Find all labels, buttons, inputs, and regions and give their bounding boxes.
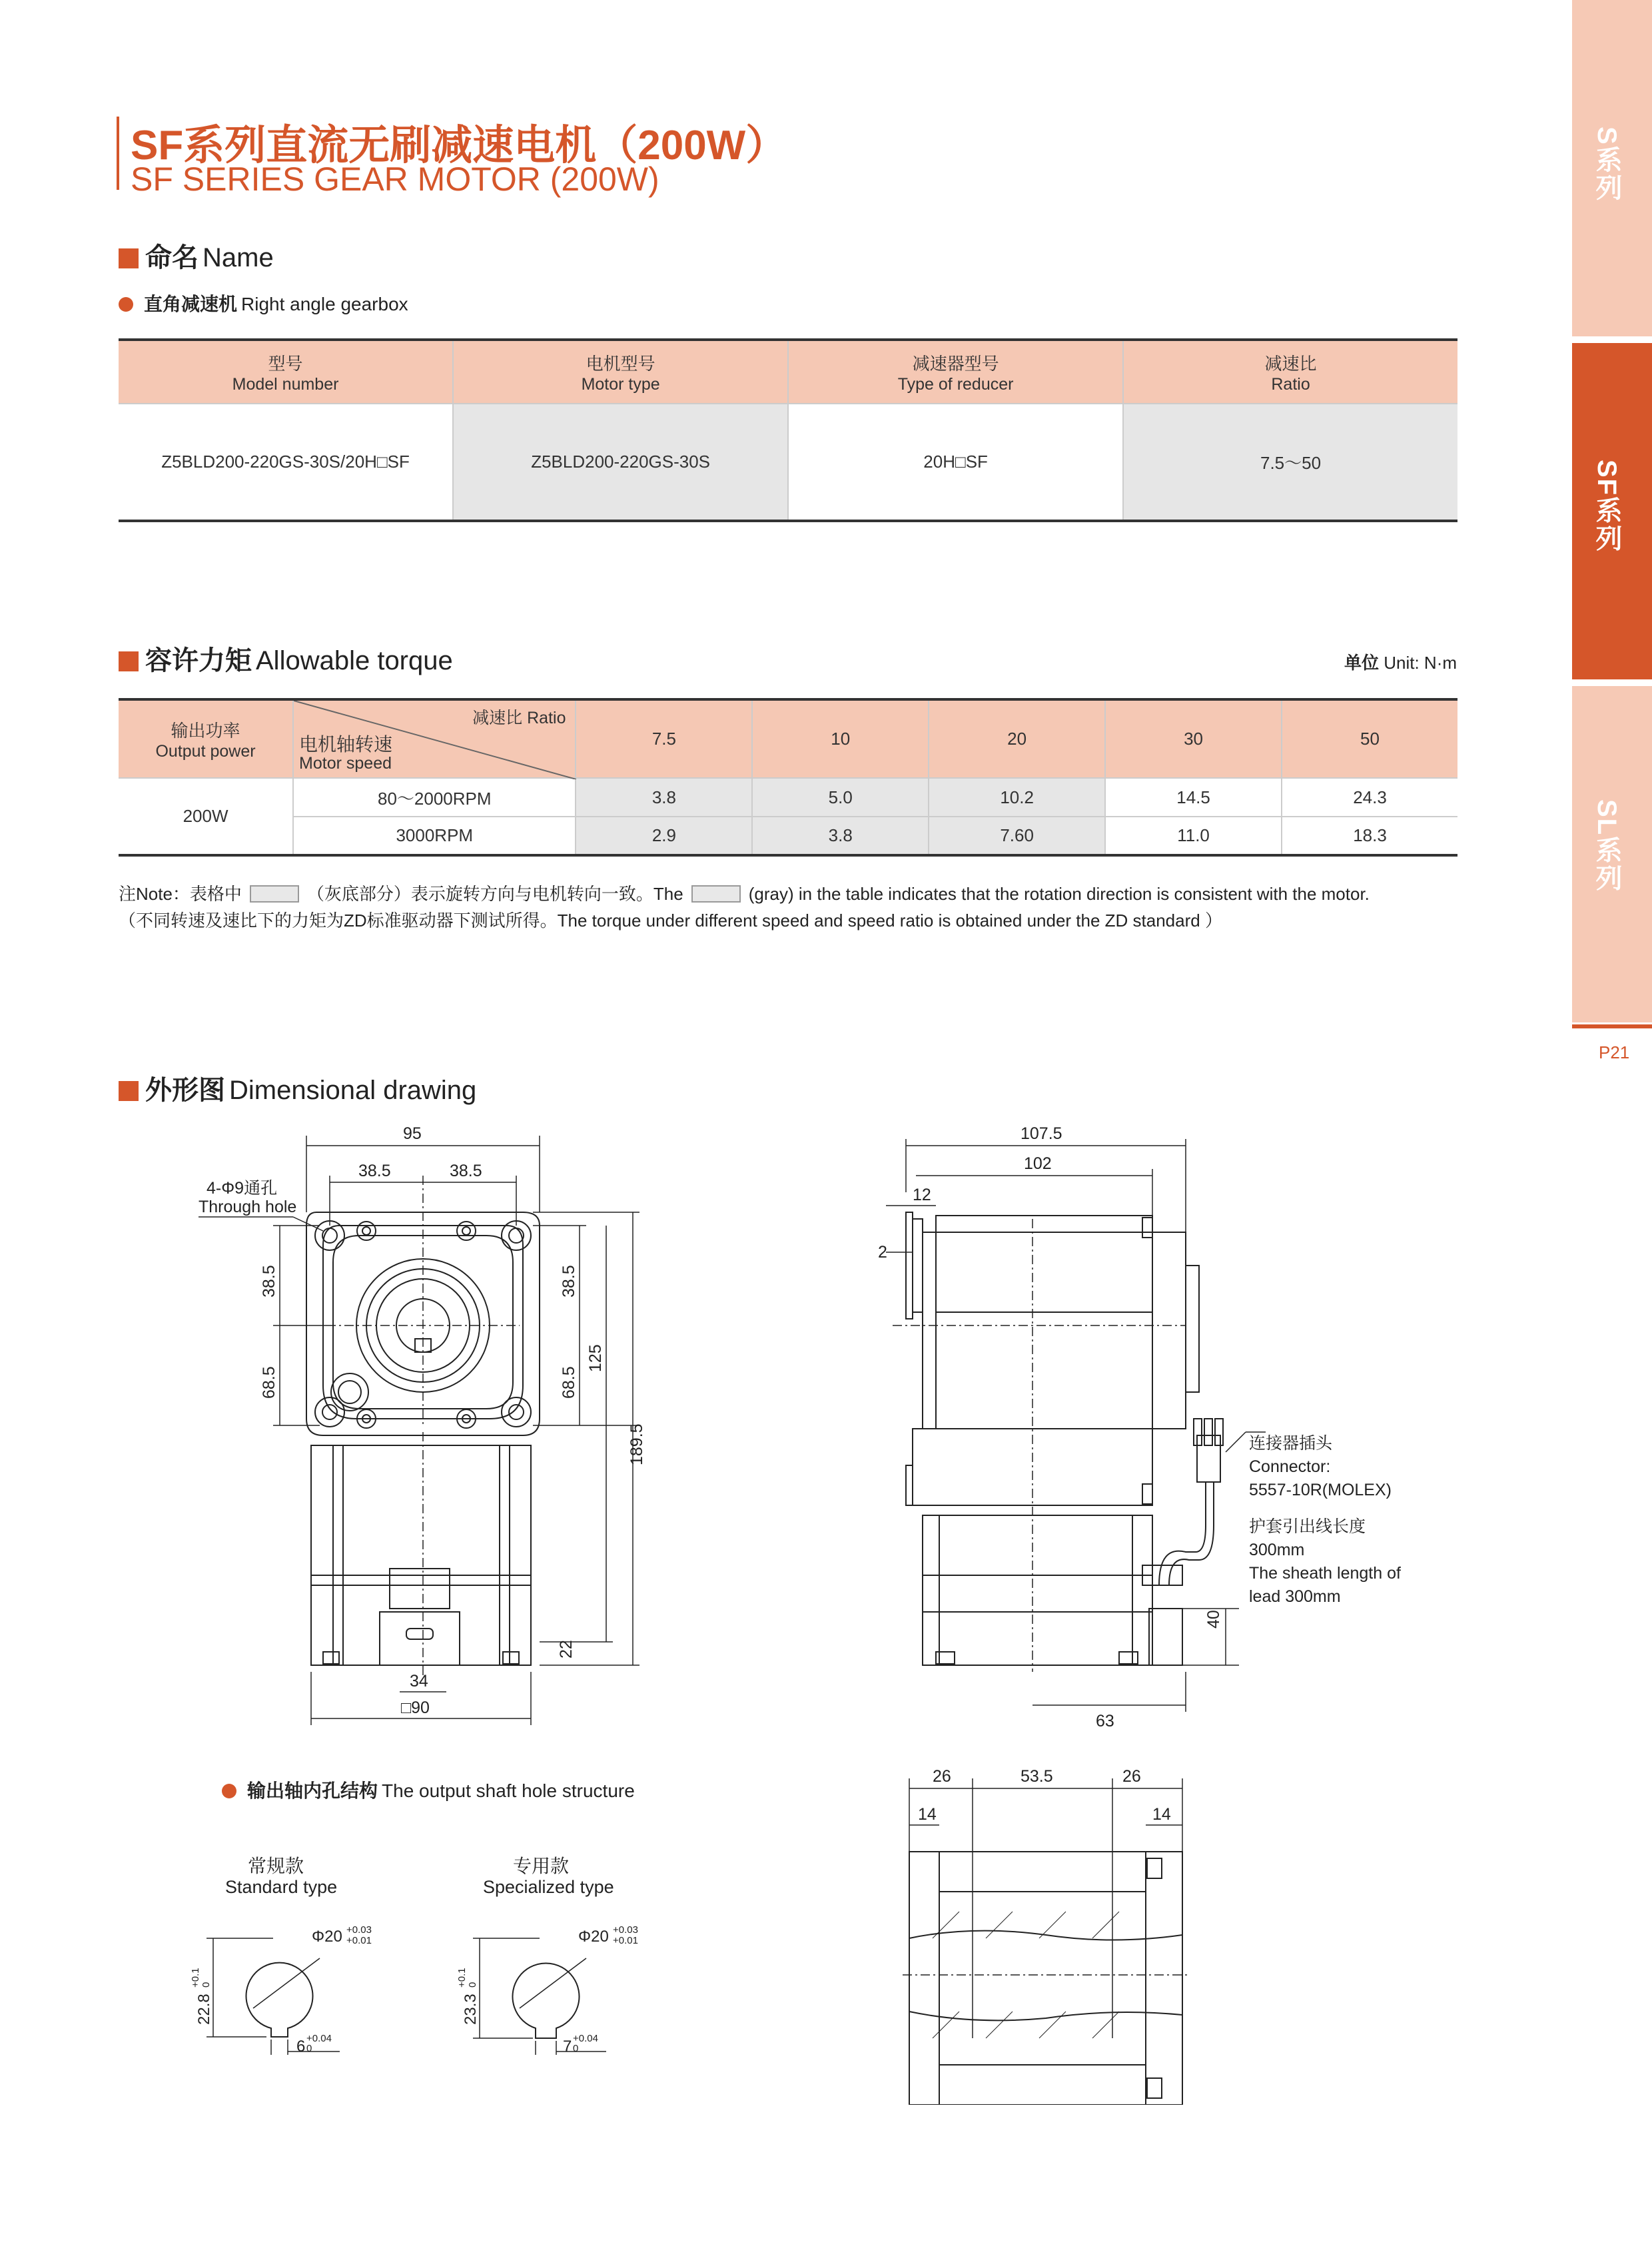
svg-text:34: 34 — [410, 1672, 428, 1690]
dim-95: 95 — [403, 1124, 422, 1143]
bullet-dot-icon — [222, 1784, 236, 1798]
page-title-en: SF SERIES GEAR MOTOR (200W) — [131, 161, 659, 198]
svg-text:The sheath length of: The sheath length of — [1249, 1564, 1401, 1583]
section-torque-heading — [119, 639, 453, 677]
torque-header-diagonal: 减速比 Ratio 电机轴转速 Motor speed — [293, 699, 576, 778]
section-name-heading — [119, 236, 274, 274]
naming-header-reducer: 减速器型号 Type of reducer — [788, 340, 1123, 404]
svg-text:14: 14 — [918, 1805, 937, 1824]
svg-text:38.5: 38.5 — [560, 1265, 578, 1298]
svg-text:14: 14 — [1152, 1805, 1171, 1824]
bullet-cn: 输出轴内孔结构 — [247, 1780, 378, 1801]
page-number-rule — [1572, 1024, 1652, 1028]
section-heading-en: Allowable torque — [256, 646, 453, 675]
svg-text:Connector:: Connector: — [1249, 1457, 1331, 1476]
front-view-drawing — [187, 1119, 679, 1745]
torque-cell-speed: 80～2000RPM — [293, 778, 576, 817]
svg-text:2: 2 — [878, 1243, 887, 1262]
svg-text:40: 40 — [1204, 1610, 1223, 1629]
section-heading-en: Dimensional drawing — [229, 1076, 477, 1105]
torque-cell-value: 11.0 — [1105, 817, 1282, 855]
torque-cell-value: 3.8 — [576, 778, 752, 817]
page-title-cn: SF系列直流无刷减速电机（200W） — [131, 123, 787, 169]
torque-table — [119, 698, 1457, 857]
svg-text:23.3: 23.3 — [462, 1994, 480, 2025]
svg-text:38.5: 38.5 — [358, 1162, 391, 1180]
gray-swatch — [691, 885, 741, 903]
naming-cell-motor: Z5BLD200-220GS-30S — [453, 404, 788, 521]
torque-cell-power: 200W — [119, 778, 293, 855]
bullet-en: The output shaft hole structure — [382, 1780, 635, 1801]
bullet-dot-icon — [119, 297, 133, 312]
svg-text:38.5: 38.5 — [450, 1162, 482, 1180]
svg-text:26: 26 — [933, 1767, 951, 1786]
section-square-icon — [119, 248, 139, 268]
svg-text:22.8: 22.8 — [195, 1994, 213, 2025]
naming-header-motor: 电机型号 Motor type — [453, 340, 788, 404]
svg-text:0: 0 — [306, 2043, 312, 2054]
svg-text:+0.01: +0.01 — [613, 1935, 638, 1946]
naming-cell-reducer: 20H□SF — [788, 404, 1123, 521]
svg-text:6: 6 — [296, 2038, 306, 2055]
svg-text:4-Φ9通孔: 4-Φ9通孔 — [206, 1179, 278, 1198]
section-heading-en: Name — [203, 243, 274, 272]
section-square-icon — [119, 1081, 139, 1101]
svg-text:□90: □90 — [401, 1698, 430, 1717]
svg-text:Through hole: Through hole — [199, 1198, 297, 1216]
torque-cell-value: 14.5 — [1105, 778, 1282, 817]
svg-text:连接器插头: 连接器插头 — [1249, 1434, 1333, 1453]
shaft-standard-drawing — [187, 1918, 386, 2058]
torque-header-ratio: 10 — [752, 699, 929, 778]
svg-text:22: 22 — [557, 1640, 576, 1659]
svg-text:102: 102 — [1024, 1154, 1052, 1173]
torque-header-ratio: 50 — [1282, 699, 1457, 778]
side-tab-s-label: S系列 — [1592, 127, 1621, 202]
title-accent-bar — [117, 117, 119, 190]
torque-cell-value: 5.0 — [752, 778, 929, 817]
svg-text:护套引出线长度: 护套引出线长度 — [1249, 1517, 1366, 1536]
shaft-standard-title-cn: 常规款 — [248, 1856, 304, 1876]
svg-text:0: 0 — [573, 2043, 579, 2054]
svg-text:0: 0 — [467, 1982, 478, 1988]
svg-text:+0.1: +0.1 — [456, 1968, 468, 1988]
torque-note-line2: （不同转速及速比下的力矩为ZD标准驱动器下测试所得。The torque under different speed and speed ratio is obtained under the ZD standard ） — [119, 911, 1222, 931]
torque-header-power: 输出功率 Output power — [119, 699, 293, 778]
side-tab-sl-label: SL系列 — [1592, 799, 1621, 893]
bullet-shaft-structure — [222, 1776, 635, 1803]
svg-text:38.5: 38.5 — [260, 1265, 278, 1298]
svg-text:+0.1: +0.1 — [190, 1968, 201, 1988]
torque-cell-value: 7.60 — [929, 817, 1105, 855]
svg-text:53.5: 53.5 — [1021, 1767, 1053, 1786]
section-drawing-heading — [119, 1069, 476, 1107]
svg-text:lead 300mm: lead 300mm — [1249, 1587, 1341, 1606]
naming-header-ratio: 减速比 Ratio — [1123, 340, 1457, 404]
svg-text:5557-10R(MOLEX): 5557-10R(MOLEX) — [1249, 1481, 1392, 1499]
section-heading-cn: 外形图 — [145, 1076, 225, 1105]
torque-cell-value: 10.2 — [929, 778, 1105, 817]
torque-cell-value: 2.9 — [576, 817, 752, 855]
shaft-special-title-en: Specialized type — [483, 1877, 614, 1897]
svg-text:12: 12 — [913, 1186, 931, 1204]
torque-note-line1: 注Note：表格中 （灰底部分）表示旋转方向与电机转向一致。The (gray) in the table indicates that the rotation direction is consistent with the motor. — [119, 884, 1370, 904]
svg-text:107.5: 107.5 — [1021, 1124, 1062, 1143]
svg-text:68.5: 68.5 — [560, 1366, 578, 1399]
svg-text:+0.04: +0.04 — [573, 2033, 598, 2044]
naming-cell-ratio: 7.5～50 — [1123, 404, 1457, 521]
shaft-special-title-cn: 专用款 — [513, 1856, 570, 1876]
bullet-cn: 直角减速机 — [144, 294, 238, 314]
bullet-en: Right angle gearbox — [241, 294, 408, 314]
svg-text:26: 26 — [1122, 1767, 1141, 1786]
torque-cell-value: 18.3 — [1353, 825, 1387, 845]
section-square-icon — [119, 651, 139, 671]
svg-text:+0.04: +0.04 — [306, 2033, 332, 2044]
svg-text:+0.01: +0.01 — [346, 1935, 372, 1946]
svg-text:189.5: 189.5 — [627, 1423, 646, 1465]
torque-cell-value: 24.3 — [1282, 778, 1457, 817]
naming-table — [119, 338, 1457, 522]
gray-swatch — [250, 885, 299, 903]
svg-text:300mm: 300mm — [1249, 1541, 1305, 1559]
section-heading-cn: 命名 — [145, 243, 199, 272]
svg-text:+0.03: +0.03 — [346, 1924, 372, 1936]
svg-text:Φ20: Φ20 — [578, 1928, 609, 1946]
shaft-standard-title-en: Standard type — [225, 1877, 338, 1897]
svg-text:7: 7 — [563, 2038, 572, 2055]
svg-text:125: 125 — [586, 1344, 605, 1372]
naming-header-model: 型号 Model number — [119, 340, 453, 404]
svg-text:+0.03: +0.03 — [613, 1924, 638, 1936]
svg-text:Φ20: Φ20 — [312, 1928, 342, 1946]
shaft-special-drawing — [453, 1918, 653, 2058]
svg-text:0: 0 — [201, 1982, 212, 1988]
top-section-drawing — [893, 1758, 1199, 2105]
page-number: P21 — [1599, 1042, 1630, 1062]
svg-text:68.5: 68.5 — [260, 1366, 278, 1399]
side-view-drawing — [866, 1119, 1439, 1745]
bullet-right-angle — [119, 290, 408, 316]
section-heading-cn: 容许力矩 — [145, 646, 252, 675]
svg-text:63: 63 — [1096, 1712, 1114, 1730]
naming-cell-model: Z5BLD200-220GS-30S/20H□SF — [119, 404, 453, 521]
torque-header-ratio: 7.5 — [576, 699, 752, 778]
torque-cell-speed: 3000RPM — [293, 817, 576, 855]
side-tab-sf-label: SF系列 — [1592, 460, 1621, 553]
torque-cell-value: 3.8 — [752, 817, 929, 855]
torque-unit: 单位 Unit: N·m — [1344, 653, 1457, 673]
torque-header-ratio: 30 — [1105, 699, 1282, 778]
torque-header-ratio: 20 — [929, 699, 1105, 778]
